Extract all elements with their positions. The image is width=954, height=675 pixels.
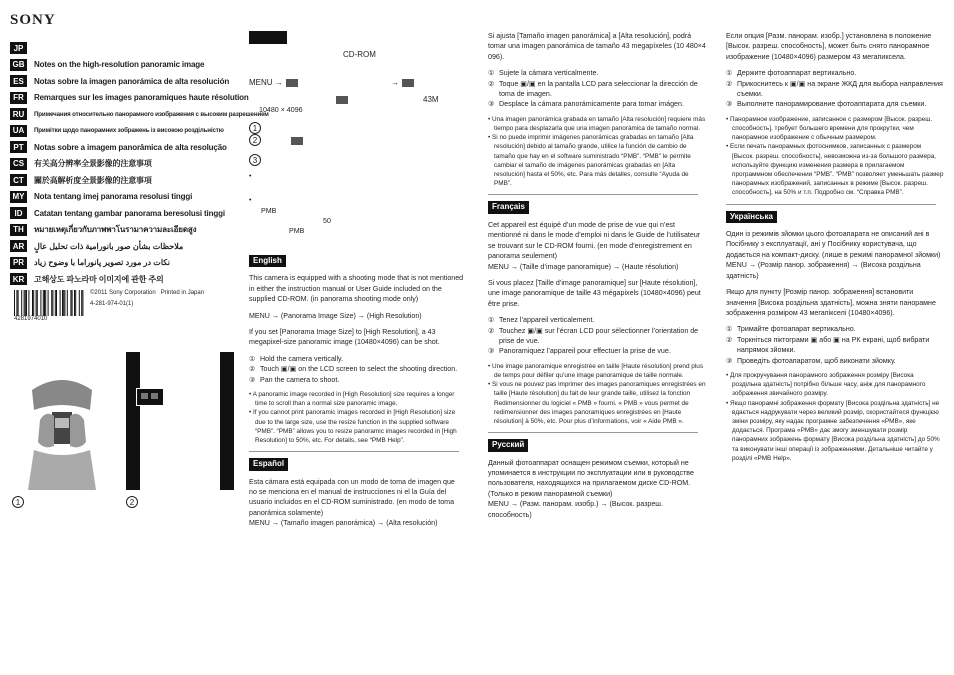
language-code: UA (10, 125, 27, 137)
part-number: 4-281-974-01(1) (90, 301, 134, 307)
note-item: • Если печать панорамных фотоснимков, записанных с размером [Высок. разреш. способность], невозможна из-за большого размера, используйте функцию изменения размера в прилагаемом программном обеспечении “PMB”. “PMB” позволяет уменьшать размер панорамных изображений, записанных в режиме [Высок. разреш. способность], на 50% и т.п. Подробно см. “Справка PMB”. (726, 143, 944, 197)
language-code: PT (10, 141, 27, 153)
step-item (726, 335, 944, 356)
step-text: Touchez ▣/▣ sur l’écran LCD pour sélectionner l’orientation de prise de vue. (499, 326, 699, 345)
francais-heading: Français (488, 201, 529, 213)
step-number: ② (249, 365, 256, 374)
jp-size: 43M (423, 94, 439, 104)
step-text: Panoramiquez l’appareil pour effectuer la prise de vue. (499, 347, 671, 356)
step-item (488, 315, 706, 325)
hr-icon (336, 96, 348, 104)
language-code: MY (10, 191, 27, 203)
jp-pmb-1: PMB (261, 206, 277, 215)
language-row-kr (10, 272, 164, 286)
language-row-my (10, 190, 192, 204)
note-item: • Панорамное изображение, записанное с размером [Высок. разреш. способность], требует большего времени для прокрутки, чем панорамное изображение с обычным размером. (726, 115, 933, 142)
column-2 (249, 31, 464, 535)
espanol-heading: Español (249, 458, 288, 470)
step-item (249, 354, 464, 364)
step-number: ② (726, 335, 733, 344)
russian-menu-path: MENU → (Разм. панорам. изобр.) → (Высок. разреш. способность) (488, 500, 663, 519)
sony-logo: SONY (10, 12, 56, 28)
note-item: • A panoramic image recorded in [High Resolution] size requires a longer time to scroll than a normal size panoramic image. (249, 390, 455, 408)
step-item (726, 324, 944, 334)
step-item (726, 79, 944, 100)
step-item (249, 375, 464, 385)
language-code: FR (10, 92, 27, 104)
language-title: 關於高解析度全景影像的注意事項 (34, 175, 152, 185)
figure-1-label: 1 (12, 496, 24, 508)
note-item: • Для прокручування панорамного зображення розміру [Висока роздільна здатність] потрібно більше часу, аніж для панорамного зображення звичайного розміру. (726, 371, 926, 398)
language-row-ct (10, 173, 152, 187)
english-heading: English (249, 255, 286, 267)
language-code: AR (10, 240, 27, 252)
step-item (488, 79, 706, 100)
language-code: RU (10, 108, 27, 120)
column-4 (726, 31, 944, 469)
step-number: ③ (488, 100, 495, 109)
step-text: Тримайте фотоапарат вертикально. (737, 325, 856, 334)
english-para: If you set [Panorama Image Size] to [High Resolution], a 43 megapixel-size panoramic image (10480×4096) can be shot. (249, 327, 440, 347)
language-row-ru (10, 107, 269, 121)
step-text: Tenez l’appareil verticalement. (499, 316, 595, 325)
step-item (488, 68, 706, 78)
language-row-th (10, 223, 196, 237)
step-text: Проведіть фотоапаратом, щоб виконати зйомку. (737, 356, 896, 365)
step-number: ① (488, 69, 495, 78)
step-number: ③ (249, 375, 256, 384)
language-row-es (10, 74, 229, 88)
language-code: TH (10, 224, 27, 236)
language-title: Примечания относительно панорамного изображения с высоким разрешением (34, 110, 269, 118)
jp-bullet-1: • (249, 171, 252, 180)
step-item (726, 99, 944, 109)
figure-lcd-screen (126, 352, 234, 490)
figure-2-label: 2 (126, 496, 138, 508)
step-text: Держите фотоаппарат вертикально. (737, 69, 857, 78)
step-text: Hold the camera vertically. (260, 354, 344, 363)
language-code: GB (10, 59, 27, 71)
english-notes (249, 390, 464, 445)
english-menu-path: MENU → (Panorama Image Size) → (High Resolution) (249, 311, 422, 320)
ukrainian-menu-path: MENU → (Розмір панор. зображення) → (Висока роздільна здатність) (726, 261, 921, 280)
espanol-intro: Esta cámara está equipada con un modo de toma de imagen que no se menciona en el manual de instrucciones ni el la Guía del usuario incluidos en el CD-ROM suministrado. (en modo de toma panorámica solamente) (249, 477, 455, 517)
russian-intro: Данный фотоаппарат оснащен режимом съемки, который не упоминается в инструкции по эксплуатации или в руководстве пользователя, находящихся на прилагаемом диске CD-ROM. (Только в режим панорамной съемки) (488, 458, 694, 498)
francais-notes (488, 362, 706, 426)
language-title: Nota tentang imej panorama resolusi tinggi (34, 192, 193, 201)
language-row-pr (10, 256, 170, 270)
ukrainian-para: Якщо для пункту [Розмір панор. зображення] встановити значення [Висока роздільна здатність], можна зняти панорамне зображення розміром 43 мегапікселі (10480×4096). (726, 288, 936, 317)
language-title: Notas sobre la imagen panorámica de alta resolución (34, 76, 230, 86)
step-number: ③ (488, 347, 495, 356)
english-intro: This camera is equipped with a shooting mode that is not mentioned in either the instruction manual or User Guide included on the supplied CD-ROM. (in panorama shooting mode only) (249, 274, 464, 304)
jp-fifty: 50 (323, 217, 331, 226)
step-item (488, 346, 706, 356)
step-text: Выполните панорамирование фотоаппарата для съемки. (737, 100, 927, 109)
language-code: CS (10, 158, 27, 170)
step-number: ① (726, 325, 733, 334)
step-text: Pan the camera to shoot. (260, 375, 340, 384)
russian-para: Если опция [Разм. панорам. изобр.] установлена в положение [Высок. разреш. способность], может быть снято панорамное изображение (10480×4096) размером 43 мегапиксела. (726, 32, 932, 61)
language-code: KR (10, 273, 27, 285)
espanol-notes (488, 115, 706, 189)
copyright: ©2011 Sony Corporation Printed in Japan (90, 290, 205, 296)
ukrainian-heading: Українська (726, 211, 777, 223)
language-title: Remarques sur les images panoramiques haute résolution (34, 93, 249, 102)
step-number: ① (488, 316, 495, 325)
step-item (726, 68, 944, 78)
jp-pmb-2: PMB (289, 227, 305, 236)
language-row-gb (10, 58, 204, 72)
figure-hold-camera (12, 350, 112, 490)
note-item: • Якщо панорамні зображення формату [Висока роздільна здатність] не вдається надрукувати через великий розмір, скористайтеся функцією зміни розміру, яку надає програмне забезпечення «PMB», яке додається. Програма «PMB» дає змогу зменшувати розмір панорамних зображень формату [Висока роздільна здатність] до 50% та виконувати інші операції із зображеннями. Детальніше читайте у розділі «PMB Help». (726, 399, 940, 462)
step-number: ① (249, 354, 256, 363)
espanol-menu-path: MENU → (Tamaño imagen panorámica) → (Alta resolución) (249, 519, 438, 528)
step-item (488, 326, 706, 347)
barcode (14, 290, 84, 316)
step-number: ③ (726, 356, 733, 365)
step-text: Toque ▣/▣ en la pantalla LCD para seleccionar la dirección de toma de imagen. (499, 79, 698, 99)
language-row-ar (10, 239, 183, 253)
language-row-ua (10, 124, 224, 138)
language-title: نکات در مورد تصویر پانوراما با وضوح زیاد (34, 258, 170, 267)
language-title: 有关高分辨率全景影像的注意事项 (34, 159, 152, 168)
note-item: • Si no puede imprimir imágenes panorámicas grabadas en tamaño [Alta resolución] debido al tamaño grande, utilice la función de cambio de tamaño que hay en el software suministrado “PMB”. “PMB” le permite cambiar el tamaño de imágenes panorámicas grabadas en [Alta resolución] hasta el 50%, etc. Para más detalles, consulte “Ayuda de PMB”. (488, 134, 694, 188)
barcode-number: 4281974010 (14, 316, 48, 322)
russian-steps (726, 68, 944, 110)
note-item: • Una imagen panorámica grabada en tamaño [Alta resolución] requiere más tiempo para desplazarla que una imagen panorámica de tamaño normal. (488, 115, 706, 133)
language-row-pt (10, 140, 227, 154)
jp-menu-path: MENU → → (249, 78, 464, 88)
jp-step-3: 3 (249, 154, 261, 166)
step-number: ② (488, 79, 495, 88)
francais-steps (488, 315, 706, 357)
jp-heading (249, 31, 287, 44)
note-item: • Une image panoramique enregistrée en taille [Haute résolution] prend plus de temps pour défiler qu’une image panoramique de taille normale. (488, 362, 704, 379)
jp-step-2: 2 (249, 134, 261, 146)
language-title: 고해상도 파노라마 이미지에 관한 주의 (34, 274, 164, 284)
step-number: ② (488, 326, 495, 335)
step-text: Touch ▣/▣ on the LCD screen to select the shooting direction. (260, 365, 458, 374)
francais-menu-path: MENU → (Taille d’image panoramique) → (Haute résolution) (488, 262, 679, 271)
step-item (488, 99, 706, 109)
language-title: Catatan tentang gambar panorama beresolusi tinggi (34, 208, 225, 218)
russian-heading: Русский (488, 439, 528, 451)
step-text: Прикоснитесь к ▣/▣ на экране ЖКД для выбора направления съемки. (737, 79, 943, 99)
espanol-para: Si ajusta [Tamaño imagen panorámica] a [Alta resolución], podrá tomar una imagen panorámica de tamaño 43 megapíxeles (10 480×4 096). (488, 32, 706, 61)
english-steps (249, 354, 464, 385)
language-code: CT (10, 174, 27, 186)
step-text: Desplace la cámara panorámicamente para tomar imágen. (499, 100, 684, 109)
language-title: ملاحظات بشأن صور بانورامية ذات تحليل عالٍ (34, 241, 184, 251)
column-3 (488, 31, 706, 526)
language-row-fr (10, 91, 249, 105)
step-text: Sujete la cámara verticalmente. (499, 69, 599, 78)
step-number: ③ (726, 100, 733, 109)
step-item (249, 364, 464, 374)
note-item: • If you cannot print panoramic images recorded in [High Resolution] size due to the large size, use the resize function in the supplied software “PMB”. “PMB” allows you to resize panoramic images recorded in [High Resolution] to 50%, etc. For details, see “PMB Help”. (249, 409, 457, 444)
espanol-steps (488, 68, 706, 110)
jp-cdrom: CD-ROM (343, 50, 376, 59)
russian-notes (726, 115, 944, 198)
language-title: Notas sobre a imagem panorâmica de alta resolução (34, 142, 227, 152)
ukrainian-notes (726, 371, 944, 463)
note-item: • Si vous ne pouvez pas imprimer des images panoramiques enregistrées en taille [Haute résolution] du fait de leur grande taille, utilisez la fonction Redimensionner du logiciel « PMB » fourni. « PMB » vous permet de redimensionner des images panoramiques enregistrées en [Haute résolution] à 50%, etc. Pour plus d’informations, voir « Aide PMB ». (488, 381, 706, 425)
jp-resolution: 10480 × 4096 (259, 106, 303, 115)
language-code: PR (10, 257, 27, 269)
ukrainian-intro: Один із режимів зйомки цього фотоапарата не описаний ані в Посібнику з експлуатації, ані у Посібнику користувача, що додається на компакт-диску. (лише в режимі панорамної зйомки) (726, 230, 941, 259)
francais-para: Si vous placez [Taille d’image panoramique] sur [Haute résolution], une image panoramique de taille 43 mégapixels (10480×4096) peut être prise. (488, 278, 701, 308)
step-text: Торкніться піктограми ▣ або ▣ на РК екрані, щоб вибрати напрямок зйомки. (737, 335, 930, 355)
language-code: JP (10, 42, 27, 54)
ukrainian-steps (726, 324, 944, 366)
jp-bullet-2: • (249, 196, 252, 205)
language-row-jp (10, 41, 34, 55)
language-code: ES (10, 75, 27, 87)
language-title: Notes on the high-resolution panoramic image (34, 60, 205, 69)
step-number: ① (726, 69, 733, 78)
language-row-id (10, 206, 225, 220)
step-number: ② (726, 79, 733, 88)
language-title: หมายเหตุเกี่ยวกับภาพพาโนรามาความละเอียดสูง (34, 225, 197, 234)
language-title: Примітки щодо панорамних зображень із високою роздільністю (34, 127, 224, 134)
direction-select-icon (136, 388, 164, 406)
language-code: ID (10, 207, 27, 219)
jp-step-1: 1 (249, 122, 261, 134)
language-row-cs (10, 157, 152, 171)
francais-intro: Cet appareil est équipé d’un mode de prise de vue qui n’est mentionné ni dans le mode d’emploi ni dans le Guide de l’utilisateur se trouvant sur le CD-ROM fourni. (en mode d’enregistrement en panorama seulement) (488, 220, 701, 261)
step-item (726, 356, 944, 366)
